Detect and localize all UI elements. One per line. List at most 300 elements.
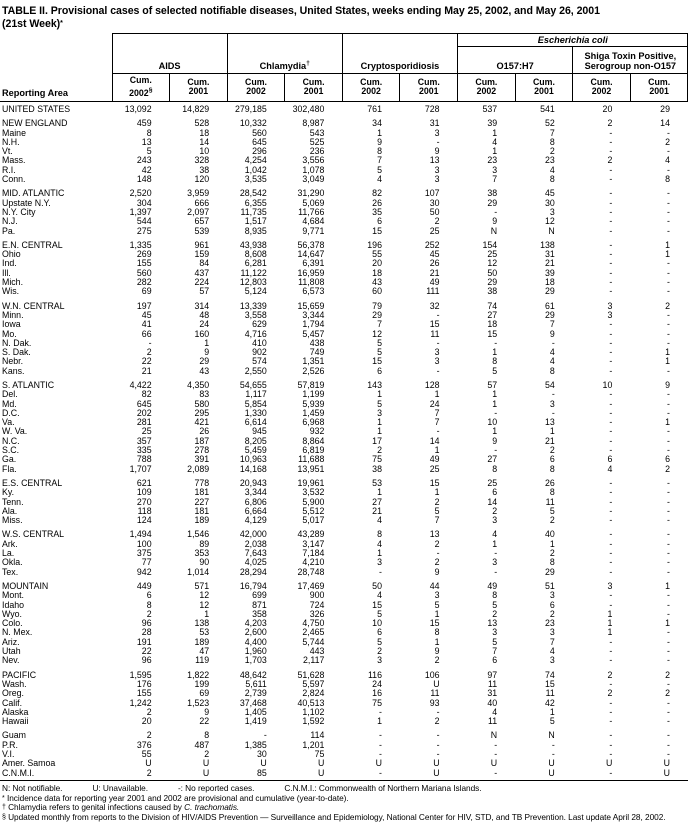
cell-value: -	[436, 706, 440, 717]
cell-reporting-area: Amer. Samoa	[2, 758, 56, 769]
cell-reporting-area: Ala.	[2, 505, 18, 516]
cell-value: -	[609, 347, 613, 358]
cell-value: -	[609, 767, 613, 778]
cell-value: -	[436, 548, 440, 559]
cell-value: 961	[194, 239, 210, 250]
cell-value: 5,017	[302, 515, 325, 526]
table-row	[0, 689, 688, 698]
table-row	[0, 750, 688, 759]
cell-value: 66	[141, 328, 152, 339]
cell-value: 621	[136, 477, 152, 488]
cell-value: 8	[204, 730, 210, 741]
cell-value: 1,397	[129, 206, 152, 217]
table-row	[0, 138, 688, 147]
cell-value: 5	[377, 398, 382, 409]
cell-value: 1	[377, 716, 382, 727]
cell-value: -	[551, 389, 555, 400]
cell-value: 7	[434, 407, 440, 418]
cell-value: 11	[545, 496, 555, 507]
cell-value: -	[436, 748, 440, 759]
table-row	[0, 259, 688, 268]
cell-value: 4	[607, 463, 613, 474]
cell-value: 8,205	[244, 435, 267, 446]
cell-value: 202	[136, 407, 152, 418]
cell-value: 761	[367, 103, 382, 114]
cell-value: 945	[252, 426, 267, 437]
group-header-o157h7: O157:H7	[458, 47, 573, 74]
cell-value: 75	[372, 697, 382, 708]
cell-value: 1,960	[244, 646, 267, 657]
table-row	[0, 236, 688, 250]
cell-value: 30	[256, 748, 267, 759]
group-header-aids: AIDS	[112, 47, 227, 74]
ecoli-group-header: Escherichia coli	[458, 34, 688, 47]
cell-value: 3,532	[302, 487, 325, 498]
cell-value: 8	[549, 365, 555, 376]
cell-reporting-area: Guam	[2, 730, 26, 741]
cell-value: -	[667, 197, 670, 208]
cell-value: -	[667, 328, 670, 339]
cell-value: 8,608	[244, 249, 267, 260]
cell-value: 27	[487, 454, 498, 465]
cell-reporting-area: Ark.	[2, 538, 18, 549]
cell-value: 1	[665, 618, 670, 629]
cell-value: -	[609, 398, 613, 409]
cell-value: 1,385	[244, 739, 267, 750]
cell-value: -	[667, 426, 670, 437]
cell-value: -	[667, 515, 670, 526]
cell-value: U	[433, 767, 440, 778]
cell-value: -	[379, 730, 382, 741]
cell-value: 5	[146, 146, 152, 157]
column-header-cum-2002: Cum. 2002	[227, 74, 285, 102]
cell-value: 10,963	[239, 454, 267, 465]
column-header-cum-2001: Cum. 2001	[515, 74, 573, 102]
cell-value: 2	[204, 748, 210, 759]
cell-value: -	[494, 739, 498, 750]
cell-value: 2,739	[244, 688, 267, 699]
cell-value: -	[667, 146, 670, 157]
cell-value: 3,344	[244, 487, 267, 498]
cell-value: 2	[665, 463, 670, 474]
cell-value: 13,339	[239, 300, 267, 311]
cell-value: 82	[372, 188, 382, 199]
table-row	[0, 297, 688, 311]
cell-value: 1	[492, 389, 498, 400]
cell-value: 1	[434, 608, 440, 619]
cell-value: 24	[372, 678, 382, 689]
table-row	[0, 390, 688, 399]
cell-value: U	[548, 758, 555, 769]
cell-value: 1	[377, 417, 382, 428]
cell-value: 38	[487, 286, 498, 297]
cell-value: 1	[665, 239, 670, 250]
column-header-cum-2002: Cum. 2002	[342, 74, 400, 102]
cell-value: -	[609, 487, 613, 498]
cell-reporting-area: Md.	[2, 398, 17, 409]
cell-value: U	[663, 758, 670, 769]
cell-value: 9	[434, 146, 440, 157]
table-row	[0, 717, 688, 726]
cell-value: -	[379, 767, 382, 778]
cell-value: 5,459	[244, 445, 267, 456]
cell-value: 2	[549, 548, 555, 559]
cell-value: 13	[429, 155, 440, 166]
cell-value: -	[609, 477, 613, 488]
cell-value: 75	[314, 748, 325, 759]
cell-value: U	[202, 767, 210, 778]
cell-value: 4	[492, 136, 498, 147]
table-row	[0, 208, 688, 217]
cell-value: -	[667, 716, 670, 727]
cell-value: 2	[665, 669, 670, 680]
cell-value: 16,794	[239, 580, 267, 591]
cell-value: 148	[136, 174, 152, 185]
cell-value: 2	[434, 538, 440, 549]
cell-reporting-area: Upstate N.Y.	[2, 197, 51, 208]
cell-value: 4,350	[187, 380, 210, 390]
cell-value: 487	[194, 739, 210, 750]
table-header	[0, 34, 688, 102]
table-row	[0, 320, 688, 329]
cell-value: -	[667, 127, 670, 138]
cell-value: 4	[549, 164, 555, 175]
cell-value: 1,419	[244, 716, 267, 727]
table-row	[0, 708, 688, 717]
cell-value: -	[609, 599, 613, 610]
table-row	[0, 540, 688, 549]
cell-reporting-area: Va.	[2, 417, 15, 428]
cell-value: U	[318, 767, 325, 778]
cell-value: 69	[141, 286, 152, 297]
cell-value: 269	[136, 249, 152, 260]
cell-value: 438	[309, 337, 325, 348]
cell-value: -	[609, 716, 613, 727]
cell-reporting-area: Mich.	[2, 277, 24, 288]
legend-cnmi: C.N.M.I.: Commonwealth of Northern Mariana Islands.	[284, 782, 482, 793]
cell-value: -	[667, 697, 670, 708]
cell-value: 278	[194, 445, 210, 456]
table-row	[0, 498, 688, 507]
cell-value: 14	[487, 496, 498, 507]
cell-value: 525	[309, 136, 325, 147]
cell-value: 6,819	[302, 445, 325, 456]
table-row	[0, 680, 688, 689]
cell-reporting-area: Calif.	[2, 697, 23, 708]
title-footnote-marker: *	[60, 19, 63, 27]
cell-value: 358	[252, 608, 267, 619]
cell-value: 1	[607, 618, 613, 629]
cell-value: 181	[194, 505, 210, 516]
cell-value: 29	[487, 277, 498, 288]
cell-value: 3	[492, 515, 498, 526]
cell-reporting-area: V.I.	[2, 748, 15, 759]
cell-value: 304	[136, 197, 152, 208]
cell-value: -	[609, 225, 613, 236]
cell-value: 12	[199, 590, 210, 601]
cell-value: 61	[544, 300, 555, 311]
cell-value: -	[436, 739, 440, 750]
cell-value: -	[609, 146, 613, 157]
cell-value: -	[667, 566, 670, 577]
cell-value: 544	[136, 216, 152, 227]
cell-value: 25	[429, 225, 440, 236]
cell-value: 2	[434, 716, 440, 727]
cell-value: 5	[377, 164, 382, 175]
table-title-line1: TABLE II. Provisional cases of selected notifiable diseases, United States, weeks ending May 25, 2002, and May 26, 2001	[2, 5, 600, 17]
cell-reporting-area: MOUNTAIN	[2, 580, 49, 591]
cell-value: 13	[429, 529, 440, 540]
cell-reporting-area: Minn.	[2, 309, 24, 320]
cell-value: 3	[434, 347, 440, 358]
cell-value: 31	[429, 118, 440, 129]
cell-value: 5	[377, 608, 382, 619]
cell-value: 1	[607, 608, 613, 619]
cell-value: 9	[377, 136, 382, 147]
cell-value: 3	[549, 590, 555, 601]
cell-value: 45	[429, 249, 440, 260]
cell-value: 53	[199, 627, 210, 638]
cell-value: -	[609, 505, 613, 516]
cell-value: 2	[607, 669, 613, 680]
cell-value: -	[667, 206, 670, 217]
cell-value: -	[609, 417, 613, 428]
footnote-dagger: † Chlamydia refers to genital infections caused by C. trachomatis.	[2, 802, 240, 813]
cell-value: 1	[492, 347, 498, 358]
cell-value: 6	[492, 655, 498, 666]
cell-value: 5,854	[244, 398, 267, 409]
cell-value: 11,122	[240, 267, 267, 278]
cell-value: 4,750	[302, 618, 325, 629]
table-row	[0, 437, 688, 446]
cell-value: 357	[136, 435, 152, 446]
table-row	[0, 525, 688, 539]
cell-value: 2	[146, 767, 152, 778]
cell-value: -	[609, 197, 613, 208]
cell-reporting-area: PACIFIC	[2, 669, 37, 680]
cell-reporting-area: E.S. CENTRAL	[2, 477, 63, 488]
cell-value: 1,703	[244, 655, 267, 666]
cell-reporting-area: Nev.	[2, 655, 20, 666]
cell-value: 96	[141, 618, 152, 629]
cell-value: U	[548, 767, 555, 778]
cell-value: U	[145, 758, 152, 769]
cell-value: 32	[429, 300, 440, 311]
cell-value: 40,513	[297, 697, 325, 708]
cell-value: 4	[377, 515, 382, 526]
footnote-section: § Updated monthly from reports to the Division of HIV/AIDS Prevention — Surveillance and Epidemiology, National Center for HIV, STD, and TB Prevention. Last update April 28, 2002.	[2, 811, 666, 822]
cell-value: 48,642	[239, 669, 267, 680]
cell-value: -	[551, 407, 555, 418]
cell-value: 41	[141, 319, 152, 330]
cell-reporting-area: Ohio	[2, 249, 21, 260]
cell-reporting-area: S. Dak.	[2, 347, 31, 358]
cell-value: 2	[665, 136, 670, 147]
cell-value: -	[609, 590, 613, 601]
cell-value: 6,281	[244, 258, 267, 269]
table-row	[0, 357, 688, 366]
cell-value: 74	[487, 300, 498, 311]
cell-value: 14	[199, 136, 210, 147]
cell-value: 114	[310, 730, 325, 741]
cell-value: 17,469	[297, 580, 325, 591]
cell-value: 42	[544, 697, 555, 708]
cell-value: 96	[141, 655, 152, 666]
cell-value: 13,951	[297, 463, 325, 474]
cell-reporting-area: Maine	[2, 127, 26, 138]
cell-value: 10	[487, 417, 498, 428]
table-row	[0, 175, 688, 184]
cell-value: 11,808	[298, 277, 325, 288]
legend-not-notifiable: N: Not notifiable.	[2, 782, 63, 793]
cell-value: 302,480	[292, 103, 325, 114]
cell-value: 3	[549, 206, 555, 217]
cell-value: 2	[665, 688, 670, 699]
table-row	[0, 666, 688, 680]
cell-value: -	[609, 435, 613, 446]
cell-value: 6	[146, 590, 152, 601]
cell-value: 8,987	[302, 118, 325, 129]
cell-value: -	[609, 328, 613, 339]
cell-value: 2	[492, 505, 498, 516]
cell-value: 7	[434, 417, 440, 428]
cell-reporting-area: Mass.	[2, 155, 26, 166]
cell-value: 8	[377, 146, 382, 157]
cell-value: 5	[492, 365, 498, 376]
cell-value: N	[490, 730, 498, 741]
cell-value: 4	[377, 538, 382, 549]
cell-value: 138	[194, 618, 210, 629]
cell-value: 124	[136, 515, 152, 526]
cell-value: 4,129	[244, 515, 267, 526]
cell-value: 6	[549, 454, 555, 465]
cell-value: 12,803	[239, 277, 267, 288]
reporting-area-header: Reporting Area	[0, 34, 112, 102]
cell-value: 24	[429, 398, 440, 409]
cell-value: 2	[434, 496, 440, 507]
cell-value: -	[609, 655, 613, 666]
cell-value: 5,069	[302, 197, 325, 208]
table-row	[0, 647, 688, 656]
cell-value: 12	[372, 328, 382, 339]
cell-value: 16,959	[297, 267, 325, 278]
cell-value: -	[494, 445, 498, 456]
cell-value: 49	[429, 454, 440, 465]
cell-value: 4	[665, 155, 670, 166]
cell-value: 1,794	[302, 319, 325, 330]
cell-value: -	[436, 730, 440, 741]
cell-value: 160	[194, 328, 210, 339]
cell-value: 7	[549, 319, 555, 330]
cell-reporting-area: N.J.	[2, 216, 18, 227]
cell-value: 1,592	[302, 716, 325, 727]
cell-value: 459	[136, 118, 152, 129]
cell-value: 15	[544, 678, 555, 689]
cell-value: 3	[377, 557, 382, 568]
cell-value: 2,824	[302, 688, 325, 699]
cell-value: 12	[199, 599, 210, 610]
cell-value: 93	[429, 697, 440, 708]
cell-value: 10	[602, 380, 613, 390]
cell-value: -	[667, 398, 670, 409]
cell-value: 52	[544, 118, 555, 129]
cell-value: 4,025	[244, 557, 267, 568]
cell-value: 1	[665, 249, 670, 260]
cell-reporting-area: Miss.	[2, 515, 23, 526]
cell-value: 560	[136, 267, 152, 278]
cell-value: -	[609, 249, 613, 260]
cell-value: 196	[367, 239, 382, 250]
cell-value: 3	[607, 309, 613, 320]
cell-value: -	[609, 216, 613, 227]
cell-value: 31	[487, 688, 498, 699]
cell-value: 4	[549, 347, 555, 358]
cell-value: -	[609, 337, 613, 348]
notifiable-diseases-table	[0, 33, 688, 781]
cell-value: 1,335	[129, 239, 152, 250]
cell-value: 30	[544, 197, 555, 208]
table-row	[0, 166, 688, 175]
cell-value: -	[494, 566, 498, 577]
cell-value: 57	[487, 380, 498, 390]
cell-value: 26	[372, 197, 382, 208]
cell-value: 50	[487, 267, 498, 278]
cell-value: -	[667, 646, 670, 657]
cell-value: 6,664	[244, 505, 267, 516]
cell-value: -	[148, 337, 152, 348]
cell-value: 6,573	[302, 286, 325, 297]
table-row	[0, 156, 688, 165]
table-body	[0, 101, 688, 780]
cell-value: 31	[544, 249, 555, 260]
table-row	[0, 619, 688, 628]
cell-value: 2	[377, 646, 382, 657]
cell-value: U	[433, 678, 440, 689]
cell-value: 49	[429, 277, 440, 288]
footnote-star: * Incidence data for reporting year 2001 and 2002 are provisional and cumulative (year-to-date).	[2, 792, 349, 803]
cell-value: 5,124	[244, 286, 267, 297]
table-row	[0, 129, 688, 138]
cell-value: 40	[544, 529, 555, 540]
cell-reporting-area: W.N. CENTRAL	[2, 300, 65, 311]
cell-value: -	[609, 127, 613, 138]
cell-value: 5	[549, 505, 555, 516]
cell-value: 281	[136, 417, 152, 428]
cell-value: 38	[199, 164, 210, 175]
cell-value: 3	[434, 590, 440, 601]
cell-reporting-area: D.C.	[2, 407, 20, 418]
cell-value: 6,391	[302, 258, 325, 269]
cell-value: 4	[377, 590, 382, 601]
cell-value: 16	[372, 688, 382, 699]
cell-value: 155	[136, 258, 152, 269]
cell-value: -	[609, 538, 613, 549]
cell-value: 243	[136, 155, 152, 166]
cell-value: -	[436, 136, 440, 147]
cell-value: 40	[487, 697, 498, 708]
cell-value: 3	[607, 580, 613, 591]
cell-value: -	[379, 706, 382, 717]
cell-value: 29	[372, 309, 382, 320]
cell-value: 128	[424, 380, 440, 390]
cell-value: -	[667, 748, 670, 759]
table-row	[0, 330, 688, 339]
cell-value: 580	[194, 398, 210, 409]
cell-value: 1	[665, 347, 670, 358]
cell-reporting-area: Mont.	[2, 590, 25, 601]
group-header-cryptosporidiosis: Cryptosporidiosis	[342, 47, 457, 74]
cell-value: 14	[660, 118, 670, 129]
